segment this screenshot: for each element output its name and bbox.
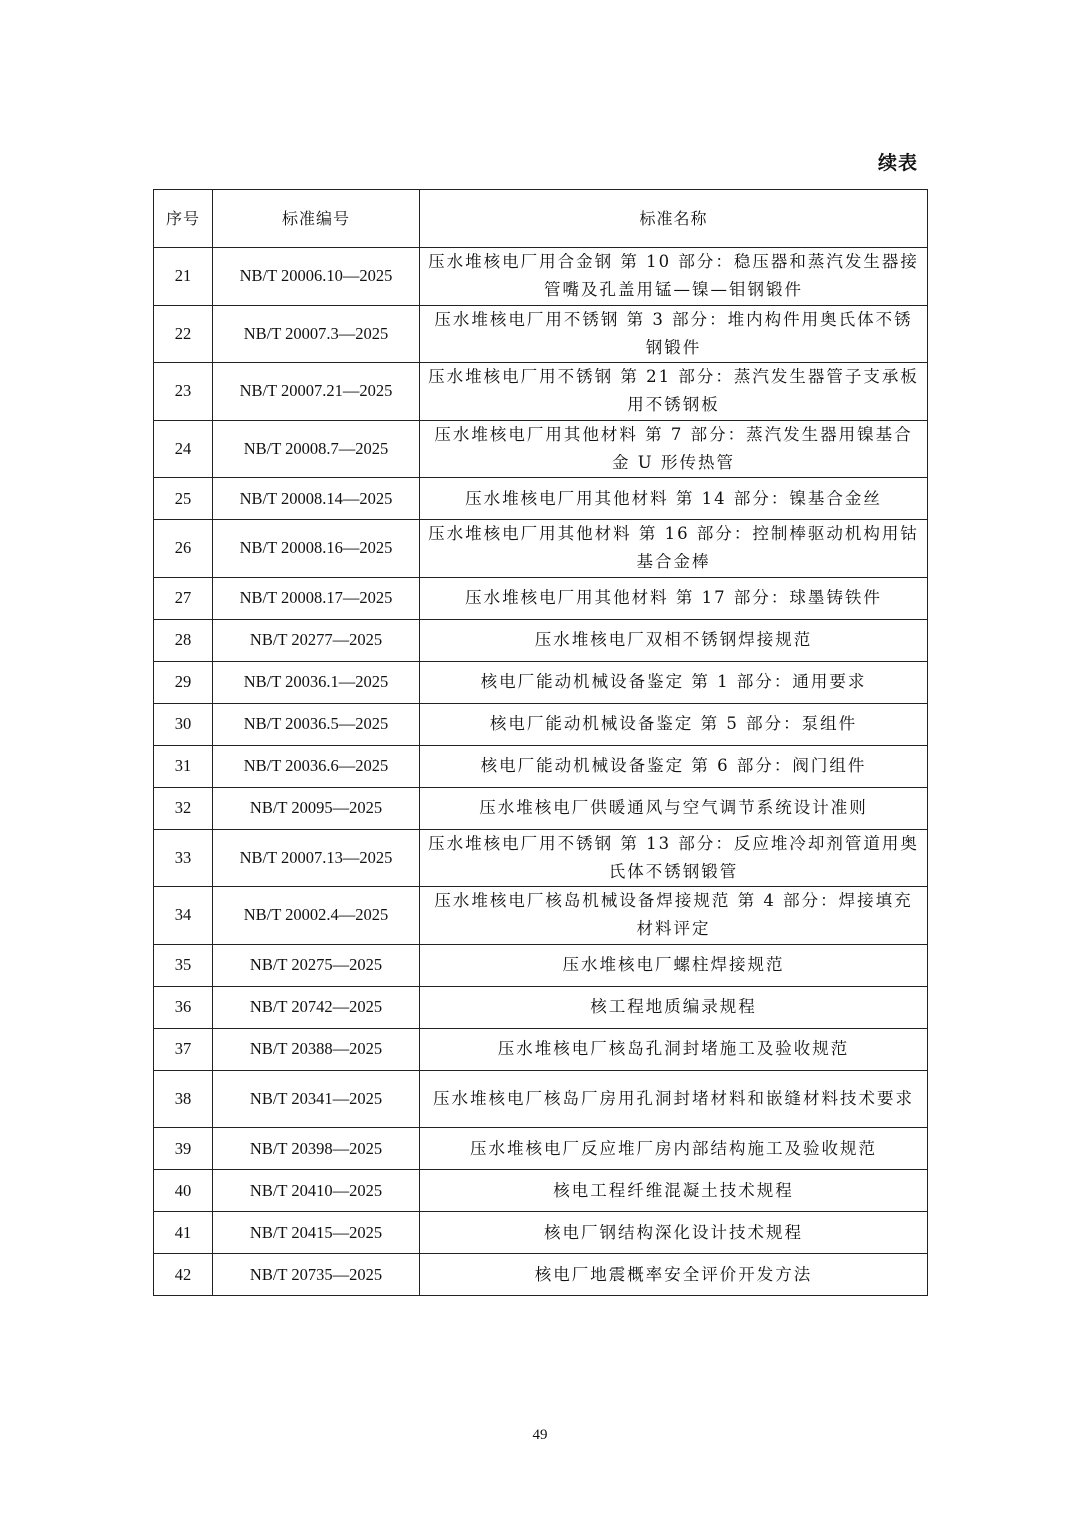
table-row [154,1128,928,1170]
row-standard-code: NB/T 20007.21—2025 [213,363,420,421]
row-serial-number: 31 [154,745,213,787]
row-standard-name: 压水堆核电厂核岛孔洞封堵施工及验收规范 [420,1028,928,1070]
row-standard-code: NB/T 20008.7—2025 [213,420,420,478]
row-standard-code: NB/T 20341—2025 [213,1070,420,1128]
row-standard-code: NB/T 20007.13—2025 [213,829,420,887]
row-standard-code: NB/T 20036.6—2025 [213,745,420,787]
row-standard-name: 压水堆核电厂用不锈钢 第 21 部分：蒸汽发生器管子支承板用不锈钢板 [420,363,928,421]
row-standard-name: 压水堆核电厂用其他材料 第 17 部分：球墨铸铁件 [420,577,928,619]
row-standard-code: NB/T 20275—2025 [213,944,420,986]
row-serial-number: 21 [154,248,213,306]
table-row [154,887,928,945]
table-row [154,944,928,986]
row-standard-name: 压水堆核电厂反应堆厂房内部结构施工及验收规范 [420,1128,928,1170]
row-standard-name: 核工程地质编录规程 [420,986,928,1028]
row-serial-number: 37 [154,1028,213,1070]
table-row [154,248,928,306]
row-standard-name: 核电厂地震概率安全评价开发方法 [420,1254,928,1296]
row-serial-number: 40 [154,1170,213,1212]
row-serial-number: 38 [154,1070,213,1128]
table-row [154,305,928,363]
table-row [154,1070,928,1128]
row-serial-number: 32 [154,787,213,829]
header-serial-number: 序号 [154,190,213,248]
table-header-row [154,190,928,248]
row-serial-number: 39 [154,1128,213,1170]
row-standard-code: NB/T 20008.17—2025 [213,577,420,619]
row-serial-number: 41 [154,1212,213,1254]
row-standard-code: NB/T 20735—2025 [213,1254,420,1296]
standards-table [153,189,928,1296]
row-standard-code: NB/T 20388—2025 [213,1028,420,1070]
table-row [154,986,928,1028]
table-row [154,1254,928,1296]
row-serial-number: 42 [154,1254,213,1296]
header-standard-code: 标准编号 [213,190,420,248]
table-row [154,1028,928,1070]
row-standard-code: NB/T 20398—2025 [213,1128,420,1170]
row-standard-code: NB/T 20002.4—2025 [213,887,420,945]
table-row [154,363,928,421]
row-serial-number: 29 [154,661,213,703]
row-serial-number: 22 [154,305,213,363]
row-serial-number: 35 [154,944,213,986]
table-row [154,577,928,619]
row-standard-code: NB/T 20008.16—2025 [213,520,420,578]
table-row [154,661,928,703]
row-serial-number: 28 [154,619,213,661]
row-standard-name: 压水堆核电厂用其他材料 第 14 部分：镍基合金丝 [420,478,928,520]
row-standard-name: 核电厂能动机械设备鉴定 第 6 部分：阀门组件 [420,745,928,787]
table-row [154,420,928,478]
table-body [154,248,928,1296]
row-serial-number: 34 [154,887,213,945]
table-row [154,829,928,887]
table-row [154,520,928,578]
row-standard-code: NB/T 20095—2025 [213,787,420,829]
row-standard-name: 压水堆核电厂螺柱焊接规范 [420,944,928,986]
row-standard-code: NB/T 20007.3—2025 [213,305,420,363]
row-standard-code: NB/T 20415—2025 [213,1212,420,1254]
row-serial-number: 36 [154,986,213,1028]
row-standard-name: 压水堆核电厂双相不锈钢焊接规范 [420,619,928,661]
row-standard-name: 压水堆核电厂用合金钢 第 10 部分：稳压器和蒸汽发生器接管嘴及孔盖用锰—镍—钼钢锻件 [420,248,928,306]
table-row [154,703,928,745]
row-standard-code: NB/T 20036.1—2025 [213,661,420,703]
row-standard-name: 压水堆核电厂核岛机械设备焊接规范 第 4 部分：焊接填充材料评定 [420,887,928,945]
row-serial-number: 23 [154,363,213,421]
table-row [154,1212,928,1254]
row-standard-code: NB/T 20036.5—2025 [213,703,420,745]
row-serial-number: 24 [154,420,213,478]
row-standard-name: 压水堆核电厂供暖通风与空气调节系统设计准则 [420,787,928,829]
row-standard-code: NB/T 20006.10—2025 [213,248,420,306]
table-row [154,745,928,787]
table-row [154,1170,928,1212]
table-row [154,478,928,520]
row-standard-code: NB/T 20277—2025 [213,619,420,661]
row-serial-number: 27 [154,577,213,619]
row-serial-number: 30 [154,703,213,745]
row-standard-code: NB/T 20742—2025 [213,986,420,1028]
row-standard-code: NB/T 20410—2025 [213,1170,420,1212]
row-standard-name: 压水堆核电厂用其他材料 第 7 部分：蒸汽发生器用镍基合金 U 形传热管 [420,420,928,478]
continued-label: 续表 [877,152,918,174]
page-number: 49 [532,1427,548,1443]
row-standard-name: 核电厂钢结构深化设计技术规程 [420,1212,928,1254]
row-standard-code: NB/T 20008.14—2025 [213,478,420,520]
row-standard-name: 核电厂能动机械设备鉴定 第 5 部分：泵组件 [420,703,928,745]
row-standard-name: 核电工程纤维混凝土技术规程 [420,1170,928,1212]
row-standard-name: 压水堆核电厂用不锈钢 第 13 部分：反应堆冷却剂管道用奥氏体不锈钢锻管 [420,829,928,887]
row-standard-name: 核电厂能动机械设备鉴定 第 1 部分：通用要求 [420,661,928,703]
table-row [154,619,928,661]
row-serial-number: 26 [154,520,213,578]
row-standard-name: 压水堆核电厂用其他材料 第 16 部分：控制棒驱动机构用钴基合金棒 [420,520,928,578]
row-serial-number: 33 [154,829,213,887]
row-standard-name: 压水堆核电厂用不锈钢 第 3 部分：堆内构件用奥氏体不锈钢锻件 [420,305,928,363]
header-standard-name: 标准名称 [420,190,928,248]
table-row [154,787,928,829]
row-standard-name: 压水堆核电厂核岛厂房用孔洞封堵材料和嵌缝材料技术要求 [420,1070,928,1128]
row-serial-number: 25 [154,478,213,520]
